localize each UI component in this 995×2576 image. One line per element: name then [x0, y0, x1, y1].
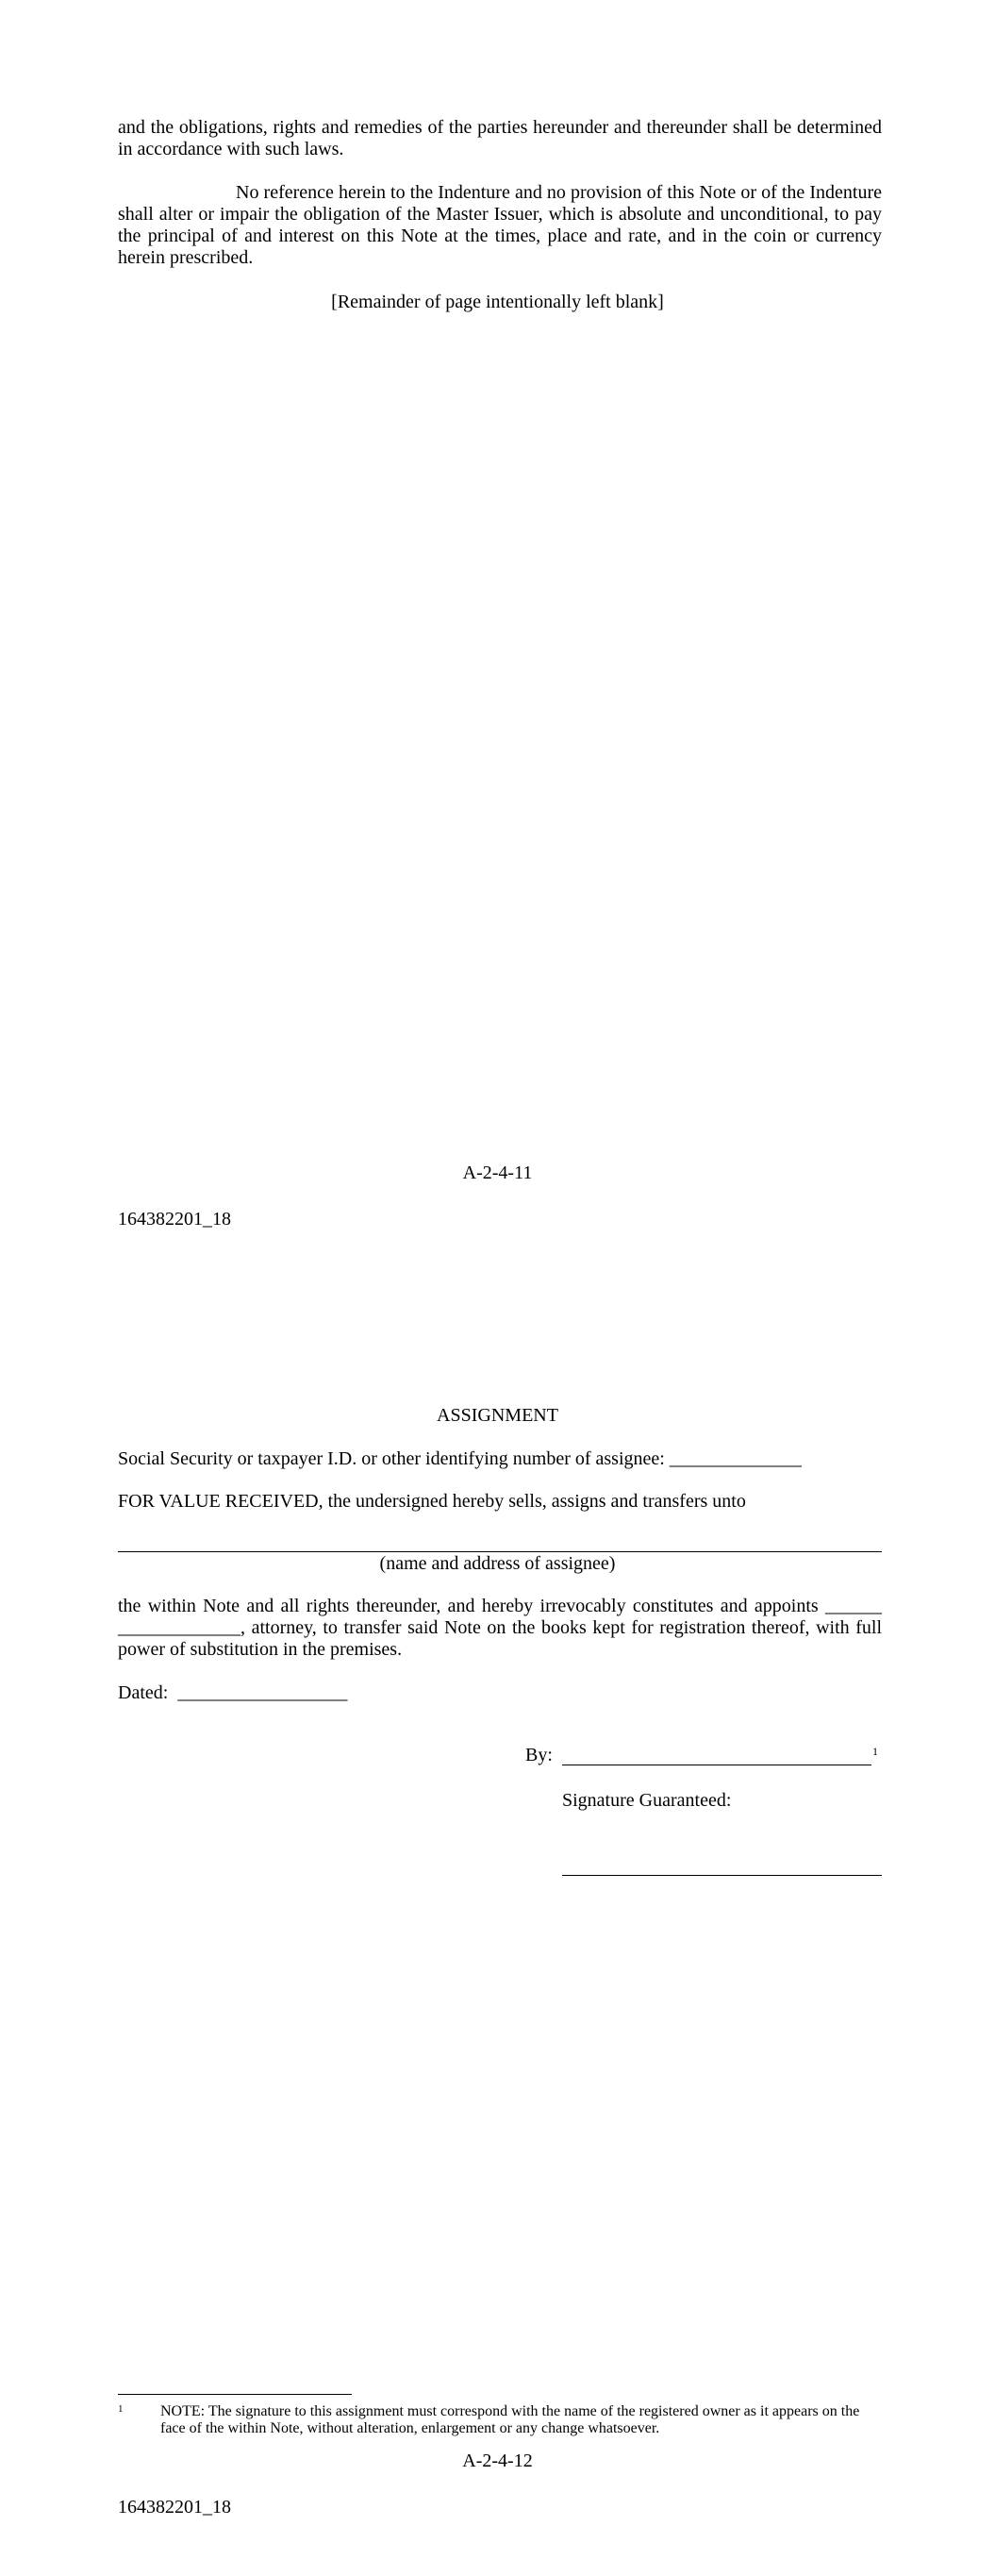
guarantor-signature-line: [562, 1875, 882, 1876]
document-id: 164382201_18: [118, 2497, 231, 2517]
assignee-caption: (name and address of assignee): [379, 1553, 616, 1574]
dated-blank: __________________: [177, 1682, 348, 1703]
value-received-line: FOR VALUE RECEIVED, the undersigned hereby sells, assigns and transfers unto: [118, 1491, 746, 1512]
dated-row: [118, 1682, 347, 1704]
blank-page-notice: [Remainder of page intentionally left blank]: [331, 292, 664, 312]
governing-law-paragraph: and the obligations, rights and remedies of the parties hereunder and thereunder shall be determined in accordance with such laws.: [118, 117, 882, 159]
page-number: A-2-4-11: [462, 1163, 533, 1183]
no-impairment-paragraph: No reference herein to the Indenture and no provision of this Note or of the Indenture shall alter or impair the obligation of the Master Issuer, which is absolute and unconditional, to pay the principal of and interest on this Note at the times, place and rate, and in the coin or currency herein prescribed.: [118, 182, 882, 268]
assignee-name-line: [118, 1551, 882, 1552]
dated-label: Dated:: [118, 1682, 169, 1703]
footnote-separator: [118, 2394, 352, 2395]
page-a-2-4-12: [0, 1288, 995, 2576]
document-id: 164382201_18: [118, 1209, 231, 1229]
signature-guaranteed-label: Signature Guaranteed:: [562, 1790, 732, 1811]
assignment-heading: ASSIGNMENT: [437, 1405, 558, 1426]
ssn-line: Social Security or taxpayer I.D. or other identifying number of assignee: ______________: [118, 1448, 802, 1469]
page-number: A-2-4-12: [462, 2451, 533, 2471]
footnote-reference: 1: [872, 1745, 878, 1758]
attorney-paragraph: the within Note and all rights thereunder, and hereby irrevocably constitutes and appoints ______ _____________, attorney, to transfer said Note on the books kept for registration thereof, with full power of substitution in the premises.: [118, 1596, 882, 1660]
footnote-mark: 1: [118, 2403, 124, 2415]
footnote-text: NOTE: The signature to this assignment must correspond with the name of the registered owner as it appears on the face of the within Note, without alteration, enlargement or any change whatsoever.: [160, 2403, 860, 2436]
by-label: By:: [525, 1745, 553, 1765]
